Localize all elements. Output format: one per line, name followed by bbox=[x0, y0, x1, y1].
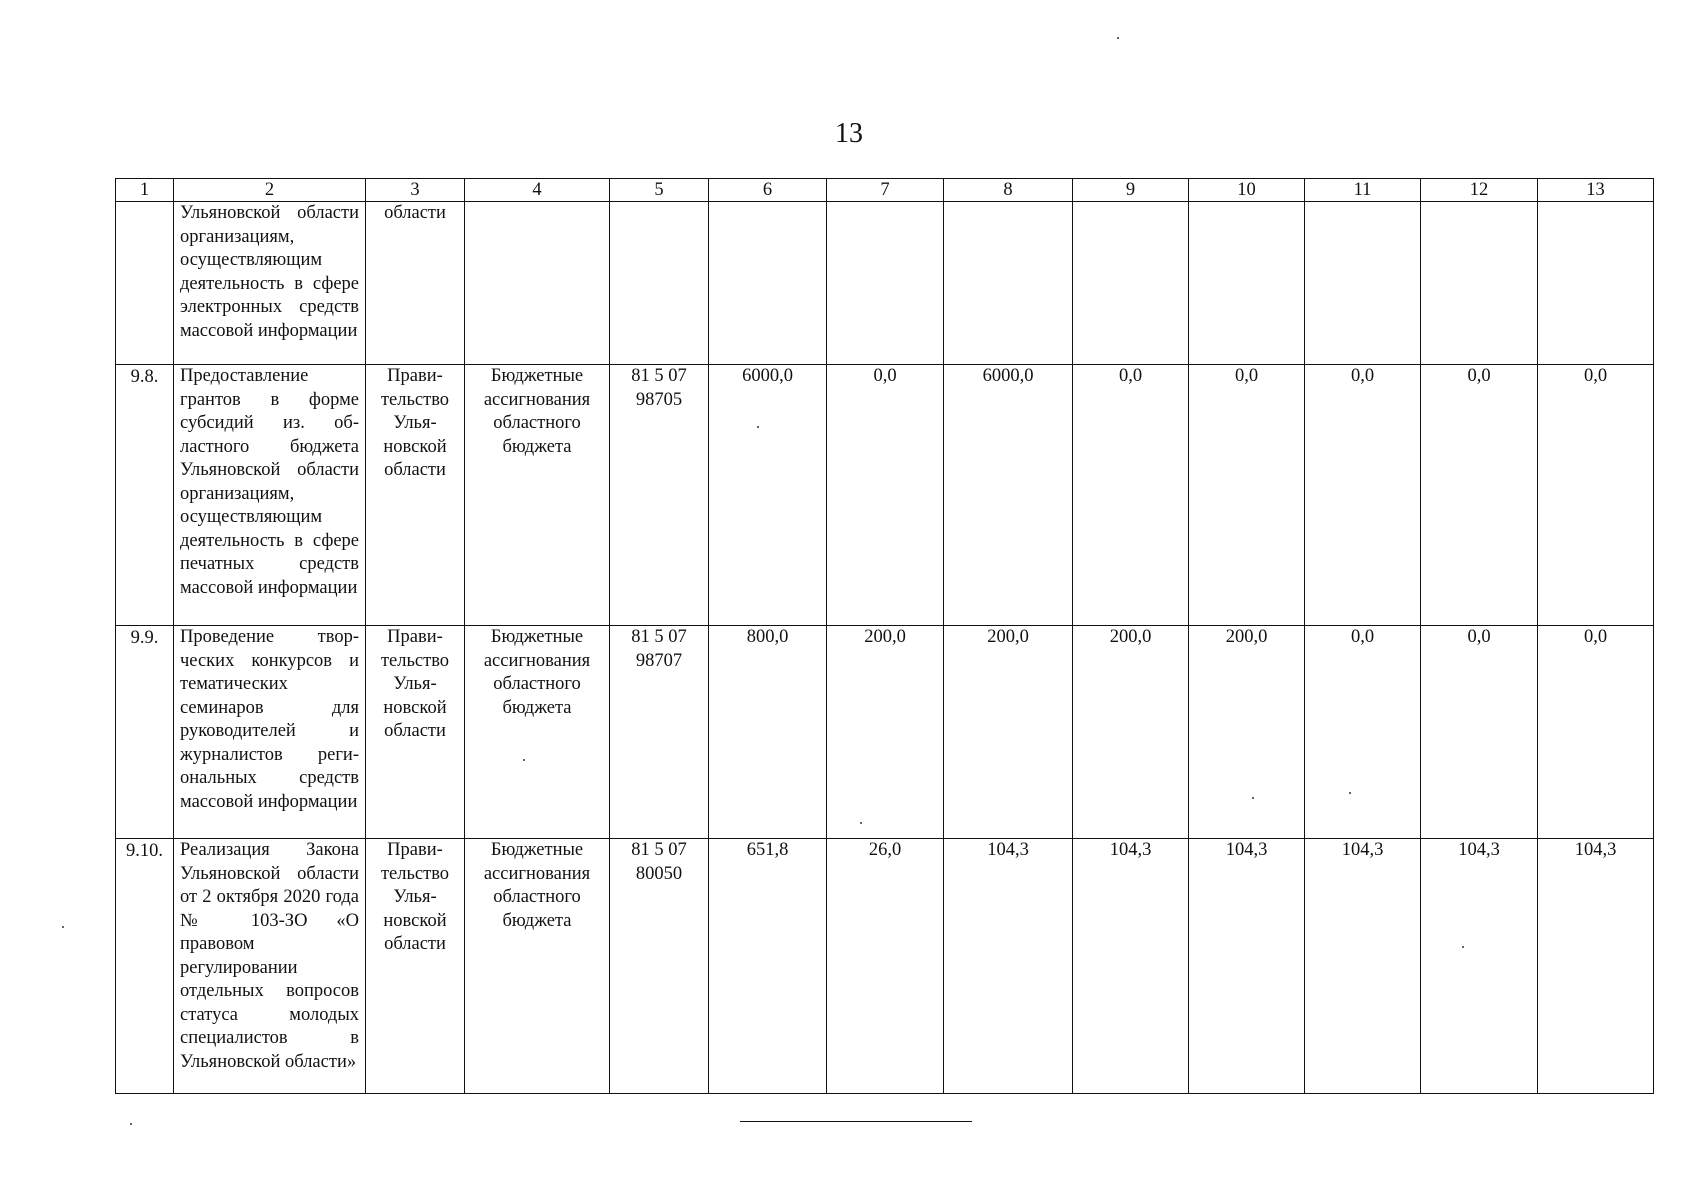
value-cell bbox=[1189, 202, 1305, 365]
value-cell: 200,0 bbox=[944, 626, 1073, 839]
column-header: 3 bbox=[366, 179, 465, 202]
column-header: 4 bbox=[465, 179, 610, 202]
value-cell bbox=[1073, 202, 1189, 365]
value-cell: 104,3 bbox=[1073, 839, 1189, 1094]
value-cell: 0,0 bbox=[827, 365, 944, 626]
column-header: 13 bbox=[1538, 179, 1654, 202]
column-header: 1 bbox=[116, 179, 174, 202]
row-number: 9.9. bbox=[116, 626, 174, 839]
funding-source: Бюджетные ассигнования областного бюджета bbox=[465, 839, 610, 1094]
budget-code: 81 5 07 80050 bbox=[610, 839, 709, 1094]
scan-speck bbox=[130, 1123, 132, 1125]
value-cell: 200,0 bbox=[1073, 626, 1189, 839]
footer-rule bbox=[740, 1121, 972, 1122]
value-cell: 0,0 bbox=[1305, 365, 1421, 626]
value-cell: 0,0 bbox=[1073, 365, 1189, 626]
value-cell: 104,3 bbox=[1305, 839, 1421, 1094]
budget-code: 81 5 07 98707 bbox=[610, 626, 709, 839]
funding-source bbox=[465, 202, 610, 365]
scan-speck bbox=[1252, 797, 1254, 799]
budget-code bbox=[610, 202, 709, 365]
value-cell bbox=[1305, 202, 1421, 365]
executor: Правительство Ульяновской области bbox=[366, 839, 465, 1094]
executor: Правительство Ульяновской области bbox=[366, 365, 465, 626]
page-number: 13 bbox=[835, 118, 863, 149]
row-number: 9.8. bbox=[116, 365, 174, 626]
measure-name: Ульяновской области организациям, осуществляющим деятельность в сфере электронных средств массовой информации bbox=[174, 202, 366, 365]
table-row bbox=[116, 626, 1654, 839]
value-cell: 800,0 bbox=[709, 626, 827, 839]
value-cell: 6000,0 bbox=[944, 365, 1073, 626]
value-cell: 104,3 bbox=[1421, 839, 1538, 1094]
budget-code: 81 5 07 98705 bbox=[610, 365, 709, 626]
value-cell: 651,8 bbox=[709, 839, 827, 1094]
scan-speck bbox=[1349, 792, 1351, 794]
column-header: 8 bbox=[944, 179, 1073, 202]
column-header: 9 bbox=[1073, 179, 1189, 202]
scan-speck bbox=[860, 822, 862, 824]
value-cell: 104,3 bbox=[1189, 839, 1305, 1094]
value-cell: 200,0 bbox=[1189, 626, 1305, 839]
scan-speck bbox=[1117, 37, 1119, 39]
value-cell: 0,0 bbox=[1538, 626, 1654, 839]
table-row bbox=[116, 839, 1654, 1094]
value-cell: 26,0 bbox=[827, 839, 944, 1094]
value-cell bbox=[1538, 202, 1654, 365]
value-cell: 0,0 bbox=[1421, 626, 1538, 839]
funding-source: Бюджетные ассигнования областного бюджета bbox=[465, 626, 610, 839]
column-header: 10 bbox=[1189, 179, 1305, 202]
executor: Правительство Ульяновской области bbox=[366, 626, 465, 839]
row-number: 9.10. bbox=[116, 839, 174, 1094]
value-cell bbox=[709, 202, 827, 365]
table-row bbox=[116, 365, 1654, 626]
row-number bbox=[116, 202, 174, 365]
budget-table bbox=[115, 178, 1654, 1094]
value-cell bbox=[1421, 202, 1538, 365]
column-header: 6 bbox=[709, 179, 827, 202]
header-row bbox=[116, 179, 1654, 202]
measure-name: Реализация Закона Ульяновской области от 2 октября 2020 года № 103-ЗО «О правовом регулировании отдельных вопросов статуса молодых специалистов в Ульяновской области» bbox=[174, 839, 366, 1094]
value-cell: 104,3 bbox=[944, 839, 1073, 1094]
column-header: 12 bbox=[1421, 179, 1538, 202]
column-header: 5 bbox=[610, 179, 709, 202]
value-cell: 0,0 bbox=[1189, 365, 1305, 626]
table-row bbox=[116, 202, 1654, 365]
column-header: 2 bbox=[174, 179, 366, 202]
value-cell bbox=[944, 202, 1073, 365]
executor: области bbox=[366, 202, 465, 365]
scan-speck bbox=[62, 926, 64, 928]
scan-speck bbox=[523, 759, 525, 761]
column-header: 7 bbox=[827, 179, 944, 202]
value-cell: 0,0 bbox=[1305, 626, 1421, 839]
value-cell: 6000,0 bbox=[709, 365, 827, 626]
measure-name: Проведение творческих конкурсов и тематических семинаров для руководителей и журналистов региональных средств массовой информации bbox=[174, 626, 366, 839]
funding-source: Бюджетные ассигнования областного бюджета bbox=[465, 365, 610, 626]
scan-speck bbox=[1462, 946, 1464, 948]
value-cell: 200,0 bbox=[827, 626, 944, 839]
value-cell: 104,3 bbox=[1538, 839, 1654, 1094]
value-cell: 0,0 bbox=[1421, 365, 1538, 626]
scan-speck bbox=[757, 426, 759, 428]
value-cell: 0,0 bbox=[1538, 365, 1654, 626]
value-cell bbox=[827, 202, 944, 365]
measure-name: Предоставление грантов в форме субсидий из. областного бюджета Ульяновской области организациям, осуществляющим деятельность в сфере печатных средств массовой информации bbox=[174, 365, 366, 626]
column-header: 11 bbox=[1305, 179, 1421, 202]
